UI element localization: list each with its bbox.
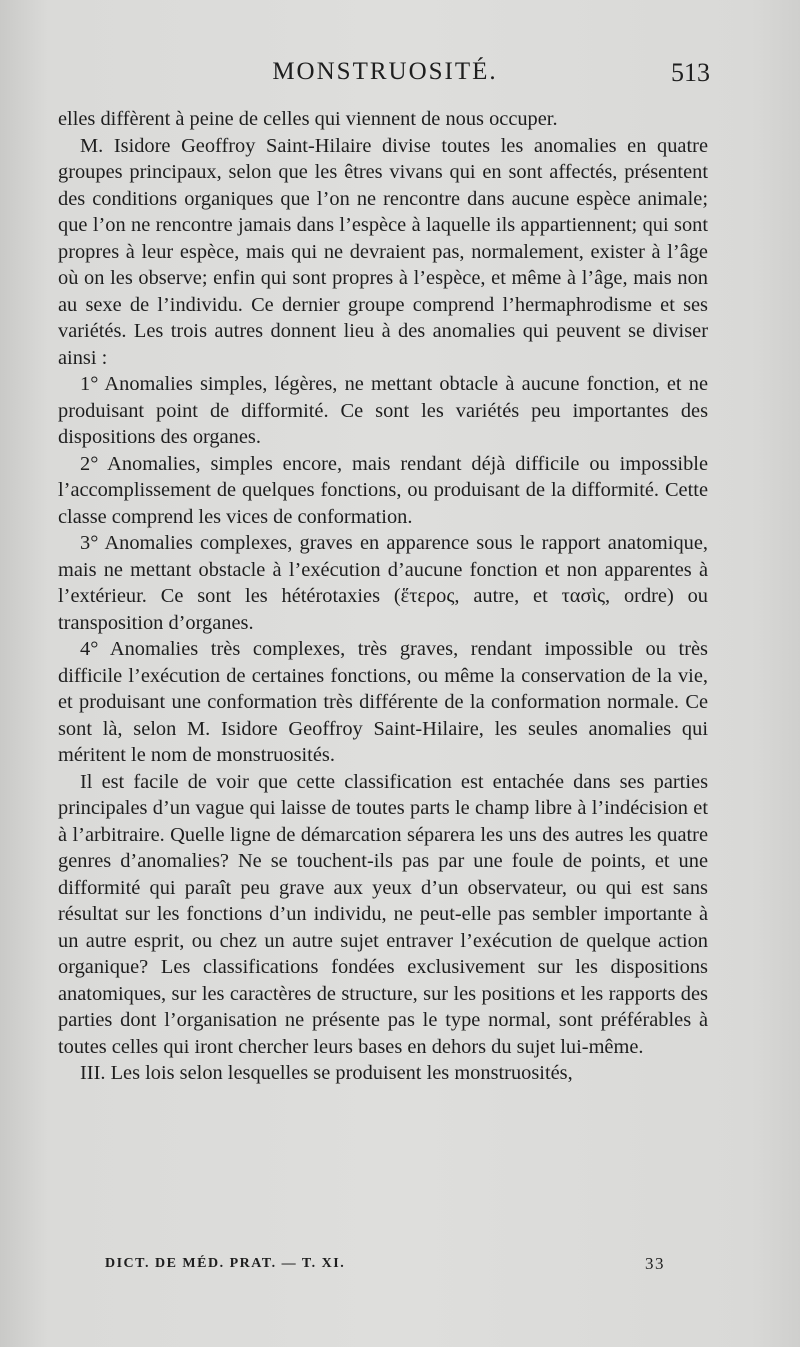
paragraph-section-three: III. Les lois selon lesquelles se produisent les monstruosités, (80, 1062, 573, 1084)
running-title: MONSTRUOSITÉ. (272, 58, 498, 85)
paragraph-anomalies-simple: 1° Anomalies simples, légères, ne mettant obtacle à aucune fonction, et ne produisant point de difformité. Ce sont les variétés peu importantes des dispositions des organes. (58, 373, 708, 448)
paragraph-anomalies-complexes: 3° Anomalies complexes, graves en apparence sous le rapport anatomique, mais ne mettant obstacle à l’exécution d’aucune fonction et non apparentes à l’extérieur. Ce sont les hétérotaxies (ἕτερος, autre, et τασὶς, ordre) ou transposition d’organes. (58, 532, 708, 634)
body-text (58, 106, 708, 1087)
paragraph-continuation: elles diffèrent à peine de celles qui viennent de nous occuper. (58, 108, 558, 130)
sheet-number: 33 (645, 1254, 665, 1273)
paragraph-anomalies-tres-complexes: 4° Anomalies très complexes, très graves, rendant impossible ou très difficile l’exécution de certaines fonctions, ou même la conservation de la vie, et produisant une conformation très différente de la conformation normale. Ce sont là, selon M. Isidore Geoffroy Saint-Hilaire, les seules anomalies qui méritent le nom de monstruosités. (58, 638, 708, 766)
paragraph-classification: M. Isidore Geoffroy Saint-Hilaire divise toutes les anomalies en quatre groupes principaux, selon que les êtres vivans qui en sont affectés, présentent des conditions organiques que l’on ne rencontre dans aucune espèce animale; que l’on ne rencontre jamais dans l’espèce à laquelle ils appartiennent; qui sont propres à leur espèce, mais qui ne devraient pas, normalement, exister à l’âge où on les observe; enfin qui sont propres à l’espèce, et même à l’âge, mais non au sexe de l’individu. Ce dernier groupe comprend l’hermaphrodisme et ses variétés. Les trois autres donnent lieu à des anomalies qui peuvent se diviser ainsi : (58, 134, 708, 369)
printer-signature: DICT. DE MÉD. PRAT. — T. XI. (105, 1256, 346, 1271)
running-head (60, 58, 710, 94)
paragraph-anomalies-simple-encore: 2° Anomalies, simples encore, mais rendant déjà difficile ou impossible l’accomplissement de quelques fonctions, ou produisant de la difformité. Cette classe comprend les vices de conformation. (58, 452, 708, 528)
page-number: 513 (671, 58, 710, 87)
paragraph-critique: Il est facile de voir que cette classification est entachée dans ses parties principales d’un vague qui laisse de toutes parts le champ libre à l’indécision et à l’arbitraire. Quelle ligne de démarcation séparera les uns des autres les quatre genres d’anomalies? Ne se touchent-ils pas par une foule de points, et une difformité qui paraît peu grave aux yeux d’un observateur, ou qui est sans résultat sur les fonctions d’un individu, ne peut-elle pas sembler importante à un autre esprit, ou chez un autre sujet entraver l’exécution de quelque action organique? Les classifications fondées exclusivement sur les dispositions anatomiques, sur les caractères de structure, sur les positions et les rapports des parties dont l’organisation ne présente pas le type normal, sont préférables à toutes celles qui iront chercher leurs bases en dehors du sujet lui-même. (58, 770, 708, 1058)
footer (105, 1256, 665, 1280)
